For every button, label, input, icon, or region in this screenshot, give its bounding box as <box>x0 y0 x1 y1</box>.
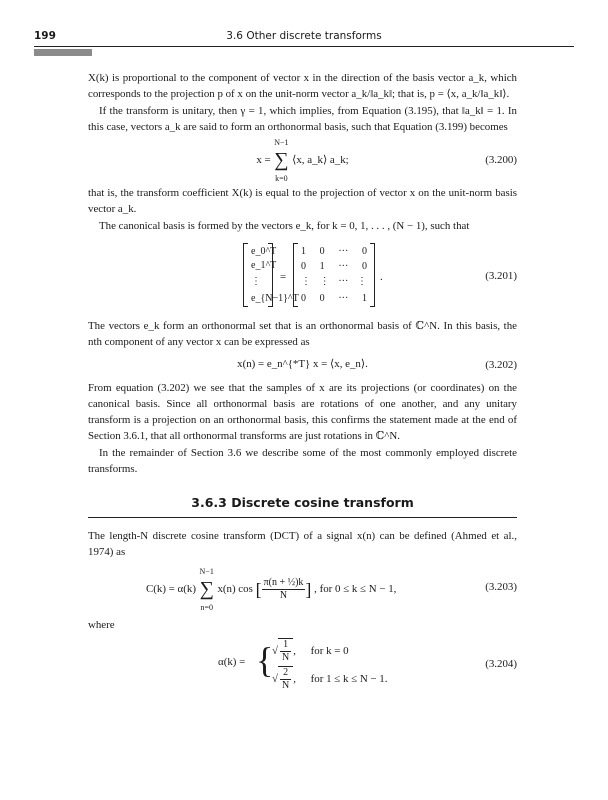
page-number: 199 <box>34 30 56 42</box>
section-rule <box>88 517 517 518</box>
basis-matrix: e_0^T e_1^T ⋮ e_{N−1}^T <box>243 243 273 307</box>
equation-number: (3.203) <box>485 581 517 593</box>
paragraph: The vectors e_k form an orthonormal set that is an orthonormal basis of ℂ^N. In this basis, the nth component of any vector x can be expressed as <box>88 320 517 348</box>
equation-number: (3.202) <box>485 359 517 371</box>
paragraph: The length-N discrete cosine transform (DCT) of a signal x(n) can be defined (Ahmed et al., 1974) as <box>88 530 517 558</box>
running-head: 3.6 Other discrete transforms <box>226 30 382 42</box>
header-rule <box>34 46 574 47</box>
eq-rhs: ⟨x, a_k⟩ a_k; <box>292 154 349 166</box>
paragraph: where <box>88 619 115 631</box>
equation-3-204: α(k) = { √ $\frac{1}{N}$ , for k = 0 √ $\frac{2}{N}$ , for 1 ≤ k ≤ N − 1. (3.204) <box>218 639 517 691</box>
paragraph: From equation (3.202) we see that the samples of x are its projections (or coordinates) on the canonical basis. Since all orthonormal basis are rotations of one another, and any unitary transform is a projection on an orthonormal basis, this confirms the statement made at the end of Section 3.6.1, that all orthonormal transforms are just rotations in ℂ^N. <box>88 382 517 442</box>
equation-number: (3.201) <box>485 270 517 282</box>
paragraph: In the remainder of Section 3.6 we describe some of the most commonly employed discrete transforms. <box>88 447 517 475</box>
eq-lhs: α(k) = <box>218 656 246 668</box>
sum-symbol: N−1 ∑ k=0 <box>274 138 289 183</box>
identity-matrix: 1 0 ··· 0 0 1 ··· 0 ⋮ ⋮ ··· ⋮ 0 0 ··· 1 <box>293 243 375 307</box>
eq-equals: = <box>280 271 287 283</box>
case-1: √ $\frac{1}{N}$ , for k = 0 <box>272 639 349 663</box>
equation-number: (3.200) <box>485 154 517 166</box>
eq-body: x(n) cos <box>217 583 253 595</box>
cos-argument: $\frac{\text{π(n + ½)k}}{N}$ <box>263 577 304 601</box>
equation-3-203: C(k) = α(k) N−1 ∑ n=0 x(n) cos [ $\frac{\text{π(n + ½)k}}{N}$ ] , for 0 ≤ k ≤ N − 1, (3.203) <box>146 567 517 612</box>
paragraph: If the transform is unitary, then γ = 1, which implies, from Equation (3.195), that ‖a_k‖ = 1. In this case, vectors a_k are said to form an orthonormal basis, such that Equation (3.199) becomes <box>88 105 517 133</box>
eq-lhs: C(k) = α(k) <box>146 583 196 595</box>
case-2: √ $\frac{2}{N}$ , for 1 ≤ k ≤ N − 1. <box>272 667 388 691</box>
paragraph: that is, the transform coefficient X(k) is equal to the projection of vector x on the unit-norm basis vector a_k. <box>88 187 517 215</box>
eq-body: x(n) = e_n^{*T} x = ⟨x, e_n⟩. <box>237 358 368 370</box>
page-header <box>34 30 574 46</box>
header-tab-marker <box>34 49 92 56</box>
paragraph: The canonical basis is formed by the vectors e_k, for k = 0, 1, . . . , (N − 1), such that <box>99 220 470 232</box>
sum-symbol: N−1 ∑ n=0 <box>199 567 214 612</box>
paragraph: X(k) is proportional to the component of vector x in the direction of the basis vector a_k, which corresponds to the projection p of x on the unit-norm vector a_k/‖a_k‖; that is, p = ⟨x, a_k/‖a_k‖⟩. <box>88 72 517 100</box>
equation-3-200 <box>88 138 517 182</box>
equation-3-202 <box>88 353 517 377</box>
page-body <box>88 70 517 695</box>
section-title: 3.6.3 Discrete cosine transform <box>191 495 414 510</box>
equation-number: (3.204) <box>485 658 517 670</box>
eq-period: . <box>380 271 383 283</box>
eq-condition: , for 0 ≤ k ≤ N − 1, <box>314 583 397 595</box>
equation-3-201 <box>88 237 517 315</box>
eq-lhs: x = <box>256 154 271 166</box>
